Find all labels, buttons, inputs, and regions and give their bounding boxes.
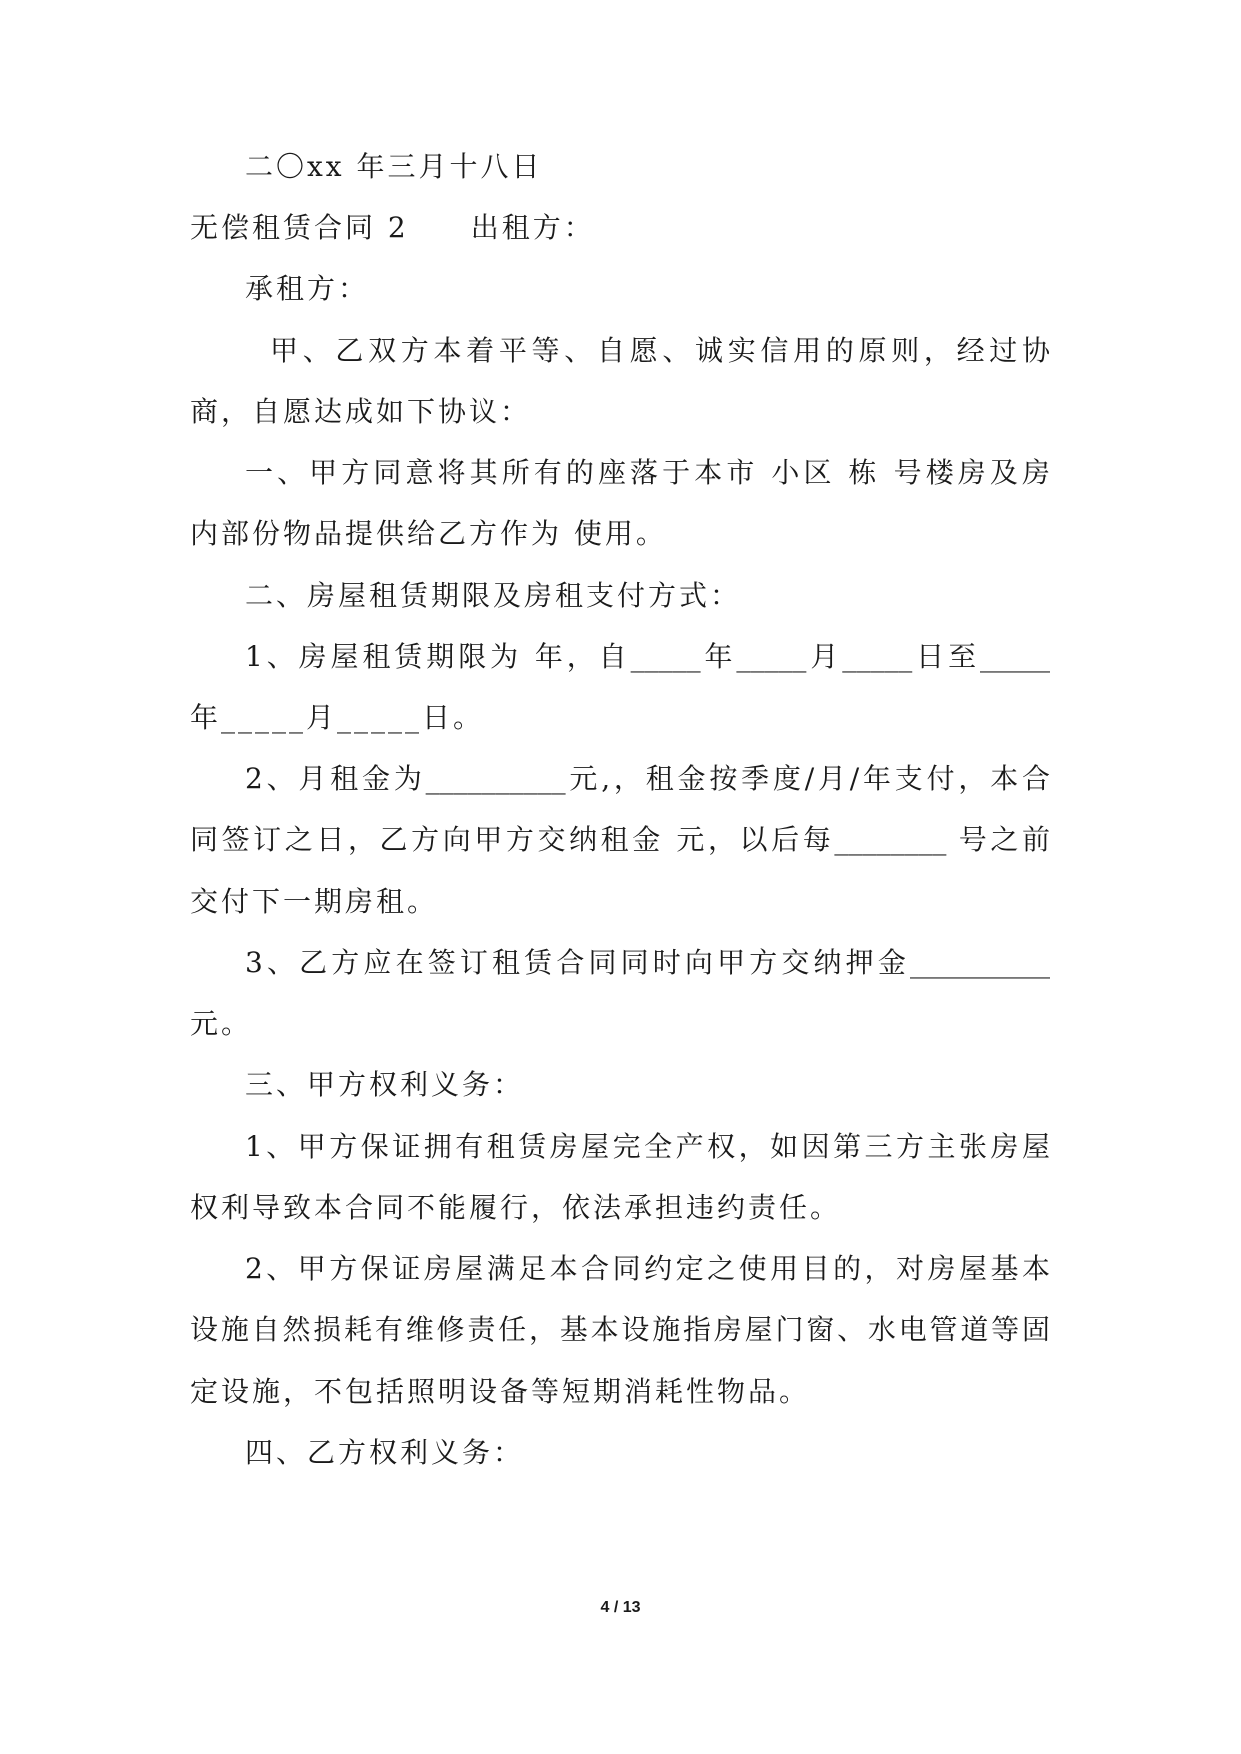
section-heading: 三、甲方权利义务： xyxy=(245,1068,525,1101)
lessee-line: 承租方： xyxy=(245,272,370,305)
paragraph-line: 同签订之日，乙方向甲方交纳租金 元，以后每________ 号之前 xyxy=(190,823,1050,856)
paragraph-line: 元。 xyxy=(190,1007,253,1040)
paragraph-line: 2、月租金为__________元,，租金按季度/月/年支付，本合 xyxy=(245,762,1050,795)
section-heading: 四、乙方权利义务： xyxy=(245,1436,525,1469)
paragraph-line: 权利导致本合同不能履行，依法承担违约责任。 xyxy=(190,1191,842,1224)
paragraph-line: 内部份物品提供给乙方作为 使用。 xyxy=(190,517,667,550)
paragraph-line: 1、房屋租赁期限为 年，自_____年_____月_____日至_____ xyxy=(245,640,1050,673)
paragraph-line: 1、甲方保证拥有租赁房屋完全产权，如因第三方主张房屋 xyxy=(245,1130,1050,1163)
contract-title-lessor-line: 无偿租赁合同 2 出租方： xyxy=(190,211,595,244)
paragraph-line: 交付下一期房租。 xyxy=(190,885,439,918)
page-number: 4 / 13 xyxy=(600,1599,641,1616)
paragraph-line: 定设施，不包括照明设备等短期消耗性物品。 xyxy=(190,1375,811,1408)
paragraph-line: 商，自愿达成如下协议： xyxy=(190,395,532,428)
paragraph-line: 设施自然损耗有维修责任，基本设施指房屋门窗、水电管道等固 xyxy=(190,1313,1050,1346)
section-heading: 二、房屋租赁期限及房租支付方式： xyxy=(245,579,742,612)
paragraph-line: 年_____月_____日。 xyxy=(190,701,485,734)
paragraph-line: 2、甲方保证房屋满足本合同约定之使用目的，对房屋基本 xyxy=(245,1252,1050,1285)
paragraph-line: 3、乙方应在签订租赁合同同时向甲方交纳押金__________ xyxy=(245,946,1050,979)
paragraph-line: 甲、乙双方本着平等、自愿、诚实信用的原则，经过协 xyxy=(270,334,1050,367)
date-line: 二〇xx 年三月十八日 xyxy=(245,150,543,183)
paragraph-line: 一、甲方同意将其所有的座落于本市 小区 栋 号楼房及房 xyxy=(245,456,1050,489)
